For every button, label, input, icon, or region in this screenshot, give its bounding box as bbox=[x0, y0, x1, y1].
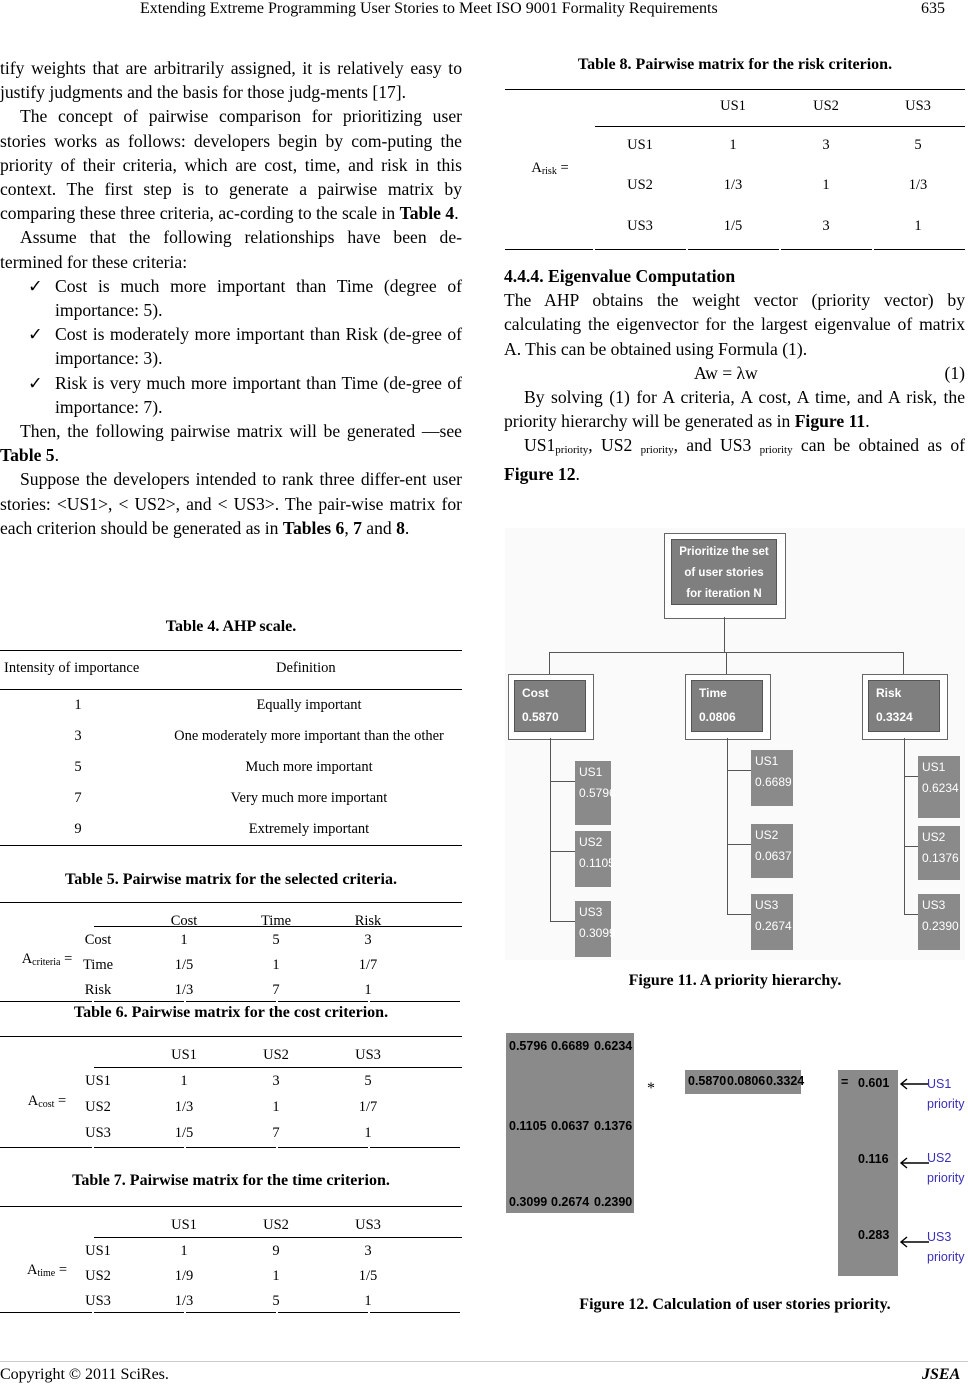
connector bbox=[904, 776, 918, 777]
leaf-name: US2 bbox=[922, 830, 946, 844]
row-header: US3 bbox=[627, 218, 653, 234]
column-header: US2 bbox=[263, 1217, 289, 1233]
matrix-label-letter: A bbox=[27, 1093, 39, 1109]
column-header: Risk bbox=[354, 913, 382, 929]
priority-label-word: priority bbox=[927, 1097, 965, 1111]
table4-intensity-cell: 9 bbox=[74, 821, 82, 837]
paragraph: tify weights that are arbitrarily assigned, it is relatively easy to justify judgments and the basis for those judg-ments [17]. bbox=[0, 58, 462, 103]
table8-caption: Table 8. Pairwise matrix for the risk criterion. bbox=[577, 56, 893, 73]
rule-line bbox=[370, 1001, 460, 1002]
matrix-entry: 0.1105 bbox=[509, 1119, 547, 1133]
matrix-label-letter: A bbox=[21, 951, 33, 967]
rule-line bbox=[0, 1312, 92, 1313]
leaf-node bbox=[751, 750, 793, 806]
matrix-entry: 0.5796 bbox=[509, 1039, 548, 1053]
weight-entry: 0.5870 bbox=[688, 1074, 727, 1088]
table4-caption: Table 4. AHP scale. bbox=[165, 618, 297, 635]
matrix-cell: 3 bbox=[364, 932, 372, 948]
leaf-node bbox=[575, 901, 616, 957]
table6-caption: Table 6. Pairwise matrix for the cost criterion. bbox=[73, 1004, 389, 1021]
matrix-cell: 1/9 bbox=[174, 1268, 194, 1284]
rule-line bbox=[278, 1001, 368, 1002]
matrix-entry: 0.0637 bbox=[551, 1119, 590, 1133]
paragraph: Suppose the developers intended to rank three differ-ent user stories: <US1>, < US2>, and < US3>. The pair-wise matrix for each criterion should be generated as in Tables 6, 7 and 8. bbox=[0, 469, 462, 538]
row-header: US1 bbox=[627, 137, 653, 153]
connector bbox=[550, 781, 575, 782]
bullet-item: ✓ Cost is moderately more important than Risk (de-gree of importance: 3). bbox=[28, 324, 462, 369]
connector bbox=[550, 921, 575, 922]
matrix-cell: 1/7 bbox=[358, 957, 378, 973]
checkmark-icon: ✓ bbox=[28, 324, 43, 345]
leaf-value: 0.5796 bbox=[579, 786, 616, 800]
leaf-value: 0.6234 bbox=[922, 781, 959, 795]
bullet-item: ✓ Cost is much more important than Time (degree of importance: 5). bbox=[28, 275, 462, 321]
leaf-node bbox=[918, 894, 960, 950]
matrix-cell: 1/5 bbox=[723, 218, 743, 234]
paragraph: The AHP obtains the weight vector (priority vector) by calculating the eigenvector for the largest eigenvalue of matrix A. This can be obtained using Formula (1). bbox=[504, 290, 965, 359]
matrix-entry: 0.3099 bbox=[509, 1195, 548, 1209]
row-header: US1 bbox=[85, 1243, 111, 1259]
matrix-label-subscript: risk bbox=[541, 166, 557, 177]
connector bbox=[550, 738, 551, 921]
table4-definition-cell: Equally important bbox=[256, 697, 362, 713]
table4-header-definition: Definition bbox=[276, 660, 336, 676]
rule-line bbox=[595, 249, 686, 250]
matrix-cell: 3 bbox=[822, 218, 830, 234]
connector bbox=[904, 738, 905, 914]
section-heading: 4.4.4. Eigenvalue Computation bbox=[504, 266, 736, 286]
matrix-cell: 5 bbox=[272, 932, 280, 948]
criterion-node bbox=[691, 680, 763, 732]
rule-line bbox=[94, 926, 462, 927]
matrix-entry: 0.2390 bbox=[594, 1195, 633, 1209]
matrix-cell: 1 bbox=[364, 982, 372, 998]
leaf-value: 0.6689 bbox=[755, 775, 792, 789]
column-header: US2 bbox=[263, 1047, 289, 1063]
leaf-name: US3 bbox=[922, 898, 946, 912]
row-header: Risk bbox=[84, 982, 112, 998]
rule-line bbox=[0, 1206, 462, 1207]
running-title: Extending Extreme Programming User Stories to Meet ISO 9001 Formality Requirements bbox=[140, 0, 718, 17]
leaf-name: US1 bbox=[579, 765, 603, 779]
row-header: US3 bbox=[85, 1293, 111, 1309]
matrix-cell: 7 bbox=[272, 1125, 280, 1141]
root-node: Prioritize the set of user stories for iteration N bbox=[671, 539, 777, 605]
matrix-cell: 1 bbox=[822, 177, 830, 193]
matrix-cell: 1/5 bbox=[174, 957, 194, 973]
matrix-cell: 3 bbox=[822, 137, 830, 153]
matrix-cell: 1 bbox=[364, 1125, 372, 1141]
weight-entry: 0.3324 bbox=[766, 1074, 805, 1088]
rule-line bbox=[0, 1147, 92, 1148]
row-header: US3 bbox=[85, 1125, 111, 1141]
copyright: Copyright © 2011 SciRes. bbox=[0, 1366, 169, 1383]
connector bbox=[904, 846, 918, 847]
rule-line bbox=[874, 249, 965, 250]
table5-caption: Table 5. Pairwise matrix for the selected criteria. bbox=[65, 871, 397, 888]
priority-label-story: US2 bbox=[927, 1151, 952, 1165]
criterion-node bbox=[514, 680, 586, 732]
matrix-cell: 1 bbox=[272, 1099, 280, 1115]
criterion-name: Time bbox=[699, 686, 727, 700]
checkmark-icon: ✓ bbox=[28, 372, 43, 393]
rule-line bbox=[94, 1147, 184, 1148]
matrix-label-letter: A bbox=[26, 1262, 38, 1278]
rule-line bbox=[370, 1147, 460, 1148]
priority-label bbox=[927, 1227, 965, 1267]
priority-label-word: priority bbox=[927, 1171, 965, 1185]
table4-intensity-cell: 3 bbox=[74, 728, 82, 744]
equals-sign: = bbox=[841, 1075, 849, 1089]
rule-line bbox=[0, 1001, 92, 1002]
leaf-value: 0.0637 bbox=[755, 849, 792, 863]
leaf-name: US3 bbox=[755, 898, 779, 912]
priority-label bbox=[927, 1074, 965, 1114]
result-entry: 0.283 bbox=[858, 1228, 890, 1242]
row-header: Time bbox=[82, 957, 114, 973]
matrix-cell: 3 bbox=[272, 1073, 280, 1089]
connector bbox=[727, 770, 751, 771]
leaf-value: 0.1376 bbox=[922, 851, 959, 865]
matrix-cell: 1 bbox=[914, 218, 922, 234]
matrix-cell: 3 bbox=[364, 1243, 372, 1259]
figure12-caption: Figure 12. Calculation of user stories priority. bbox=[579, 1296, 891, 1313]
connector bbox=[727, 738, 728, 914]
matrix-cell: 9 bbox=[272, 1243, 280, 1259]
matrix-cell: 1/3 bbox=[174, 1099, 194, 1115]
rule-line bbox=[94, 1237, 462, 1238]
matrix-label-equals: = bbox=[60, 951, 73, 967]
paragraph: The concept of pairwise comparison for prioritizing user stories works as follows: developers begin by com-puting the priority of their criteria, which are cost, time, and risk in this context. The first step is to generate a pairwise matrix by comparing these three criteria, ac-cording to the scale in Table 4. bbox=[0, 106, 462, 224]
paragraph: Assume that the following relationships have been de-termined for these criteria: bbox=[0, 227, 462, 272]
leaf-node bbox=[751, 824, 793, 878]
criterion-name: Risk bbox=[876, 686, 902, 700]
rule-line bbox=[186, 1001, 276, 1002]
leaf-value: 0.2674 bbox=[755, 919, 792, 933]
criteria-weights-vector bbox=[685, 1070, 805, 1094]
matrix-label-equals: = bbox=[55, 1262, 68, 1278]
leaf-node bbox=[751, 894, 793, 950]
matrix-cell: 1 bbox=[180, 1073, 188, 1089]
criterion-weight: 0.5870 bbox=[522, 710, 559, 724]
criterion-node bbox=[868, 680, 940, 732]
priority-label bbox=[927, 1148, 965, 1188]
row-header: US2 bbox=[85, 1268, 111, 1284]
row-header: US2 bbox=[85, 1099, 111, 1115]
matrix-label-letter: A bbox=[531, 160, 542, 176]
table4-definition-cell: Extremely important bbox=[248, 821, 370, 837]
rule-line bbox=[0, 1036, 462, 1037]
page-number: 635 bbox=[921, 0, 945, 17]
leaf-name: US1 bbox=[922, 760, 946, 774]
connector bbox=[727, 914, 751, 915]
matrix-label-equals: = bbox=[54, 1093, 67, 1109]
figure-12 bbox=[505, 1030, 965, 1280]
figure-11 bbox=[505, 528, 965, 960]
criterion-weight: 0.3324 bbox=[876, 710, 913, 724]
column-header: US2 bbox=[813, 98, 839, 114]
column-header: US3 bbox=[905, 98, 931, 114]
matrix-cell: 7 bbox=[272, 982, 280, 998]
connector bbox=[550, 851, 575, 852]
matrix-cell: 1 bbox=[272, 957, 280, 973]
matrix-cell: 1/3 bbox=[908, 177, 928, 193]
leaf-node bbox=[575, 761, 616, 825]
matrix-cell: 1 bbox=[272, 1268, 280, 1284]
paragraph: US1priority, US2 priority, and US3 priority can be obtained as of Figure 12. bbox=[504, 435, 966, 485]
matrix-cell: 5 bbox=[272, 1293, 280, 1309]
rule-line bbox=[94, 1067, 462, 1068]
matrix-label-subscript: criteria bbox=[32, 957, 61, 968]
matrix-cell: 1/3 bbox=[723, 177, 743, 193]
table4-definition-cell: One moderately more important than the other bbox=[174, 728, 444, 744]
formula-text: Aw = λw bbox=[694, 362, 758, 383]
left-column-text bbox=[0, 56, 462, 540]
figure11-caption: Figure 11. A priority hierarchy. bbox=[628, 972, 842, 989]
table4-intensity-cell: 1 bbox=[74, 697, 82, 713]
column-header: US3 bbox=[355, 1047, 381, 1063]
leaf-node bbox=[918, 826, 960, 880]
journal-name: JSEA bbox=[922, 1366, 961, 1383]
matrix-cell: 1/3 bbox=[174, 982, 194, 998]
rule-line bbox=[370, 1312, 460, 1313]
checkmark-icon: ✓ bbox=[28, 275, 43, 296]
leaf-name: US2 bbox=[579, 835, 603, 849]
table4-intensity-cell: 5 bbox=[74, 759, 82, 775]
column-header: Time bbox=[260, 913, 292, 929]
leaf-name: US1 bbox=[755, 754, 779, 768]
matrix-cell: 1 bbox=[364, 1293, 372, 1309]
column-header: Cost bbox=[170, 913, 198, 929]
table7-caption: Table 7. Pairwise matrix for the time criterion. bbox=[72, 1172, 390, 1189]
rule-line bbox=[505, 249, 593, 250]
connector bbox=[727, 844, 751, 845]
rule-line bbox=[0, 902, 462, 903]
rule-line bbox=[278, 1312, 368, 1313]
criterion-name: Cost bbox=[522, 686, 549, 700]
formula bbox=[504, 361, 965, 385]
multiply-sign: * bbox=[647, 1080, 655, 1097]
formula-number: (1) bbox=[944, 362, 965, 383]
weight-entry: 0.0806 bbox=[727, 1074, 766, 1088]
matrix-entry: 0.2674 bbox=[551, 1195, 590, 1209]
rule-line bbox=[94, 1312, 184, 1313]
row-header: Cost bbox=[84, 932, 112, 948]
matrix-label-equals: = bbox=[556, 160, 569, 176]
matrix-cell: 1/7 bbox=[358, 1099, 378, 1115]
row-header: US1 bbox=[85, 1073, 111, 1089]
connector bbox=[904, 914, 918, 915]
rule-line bbox=[505, 89, 965, 90]
matrix-cell: 1 bbox=[180, 932, 188, 948]
matrix-label bbox=[505, 160, 595, 177]
priority-label-story: US3 bbox=[927, 1230, 952, 1244]
column-header: US1 bbox=[171, 1047, 197, 1063]
bullet-item: ✓ Risk is very much more important than Time (de-gree of importance: 7). bbox=[28, 372, 462, 417]
rule-line bbox=[186, 1147, 276, 1148]
leaf-value: 0.2390 bbox=[922, 919, 959, 933]
matrix-entry: 0.6689 bbox=[551, 1039, 590, 1053]
priority-label-story: US1 bbox=[927, 1077, 952, 1091]
priority-matrix bbox=[506, 1033, 634, 1213]
matrix-entry: 0.6234 bbox=[594, 1039, 633, 1053]
rule-line bbox=[595, 126, 965, 127]
column-header: US1 bbox=[720, 98, 746, 114]
leaf-name: US2 bbox=[755, 828, 779, 842]
matrix-label-subscript: cost bbox=[38, 1099, 55, 1110]
matrix-label-subscript: time bbox=[37, 1268, 56, 1279]
right-column-text bbox=[504, 264, 965, 487]
rule-line bbox=[781, 249, 872, 250]
rule-line bbox=[688, 249, 779, 250]
paragraph: Then, the following pairwise matrix will be generated —see Table 5. bbox=[0, 421, 462, 466]
column-header: US3 bbox=[355, 1217, 381, 1233]
leaf-value: 0.3099 bbox=[579, 926, 616, 940]
result-vector bbox=[838, 1070, 898, 1276]
leaf-name: US3 bbox=[579, 905, 603, 919]
paragraph: By solving (1) for A criteria, A cost, A time, and A risk, the priority hierarchy will be generated as in Figure 11. bbox=[504, 386, 965, 432]
matrix-cell: 1/5 bbox=[358, 1268, 378, 1284]
rule-line bbox=[186, 1312, 276, 1313]
table4-intensity-cell: 7 bbox=[74, 790, 82, 806]
leaf-value: 0.1105 bbox=[579, 856, 615, 870]
table4-definition-cell: Very much more important bbox=[230, 790, 388, 806]
result-entry: 0.116 bbox=[858, 1152, 889, 1166]
matrix-cell: 1 bbox=[180, 1243, 188, 1259]
table4-definition-cell: Much more important bbox=[245, 759, 373, 775]
row-header: US2 bbox=[627, 177, 653, 193]
rule-line bbox=[94, 1001, 184, 1002]
criterion-weight: 0.0806 bbox=[699, 710, 736, 724]
priority-label-word: priority bbox=[927, 1250, 965, 1264]
leaf-node bbox=[575, 831, 615, 887]
result-entry: 0.601 bbox=[858, 1076, 890, 1090]
matrix-cell: 5 bbox=[914, 137, 922, 153]
matrix-cell: 1 bbox=[729, 137, 737, 153]
leaf-node bbox=[918, 756, 960, 818]
table4-header-intensity: Intensity of importance bbox=[4, 660, 140, 676]
rule-line bbox=[278, 1147, 368, 1148]
matrix-entry: 0.1376 bbox=[594, 1119, 633, 1133]
matrix-cell: 1/5 bbox=[174, 1125, 194, 1141]
matrix-cell: 1/3 bbox=[174, 1293, 194, 1309]
column-header: US1 bbox=[171, 1217, 197, 1233]
matrix-cell: 5 bbox=[364, 1073, 372, 1089]
